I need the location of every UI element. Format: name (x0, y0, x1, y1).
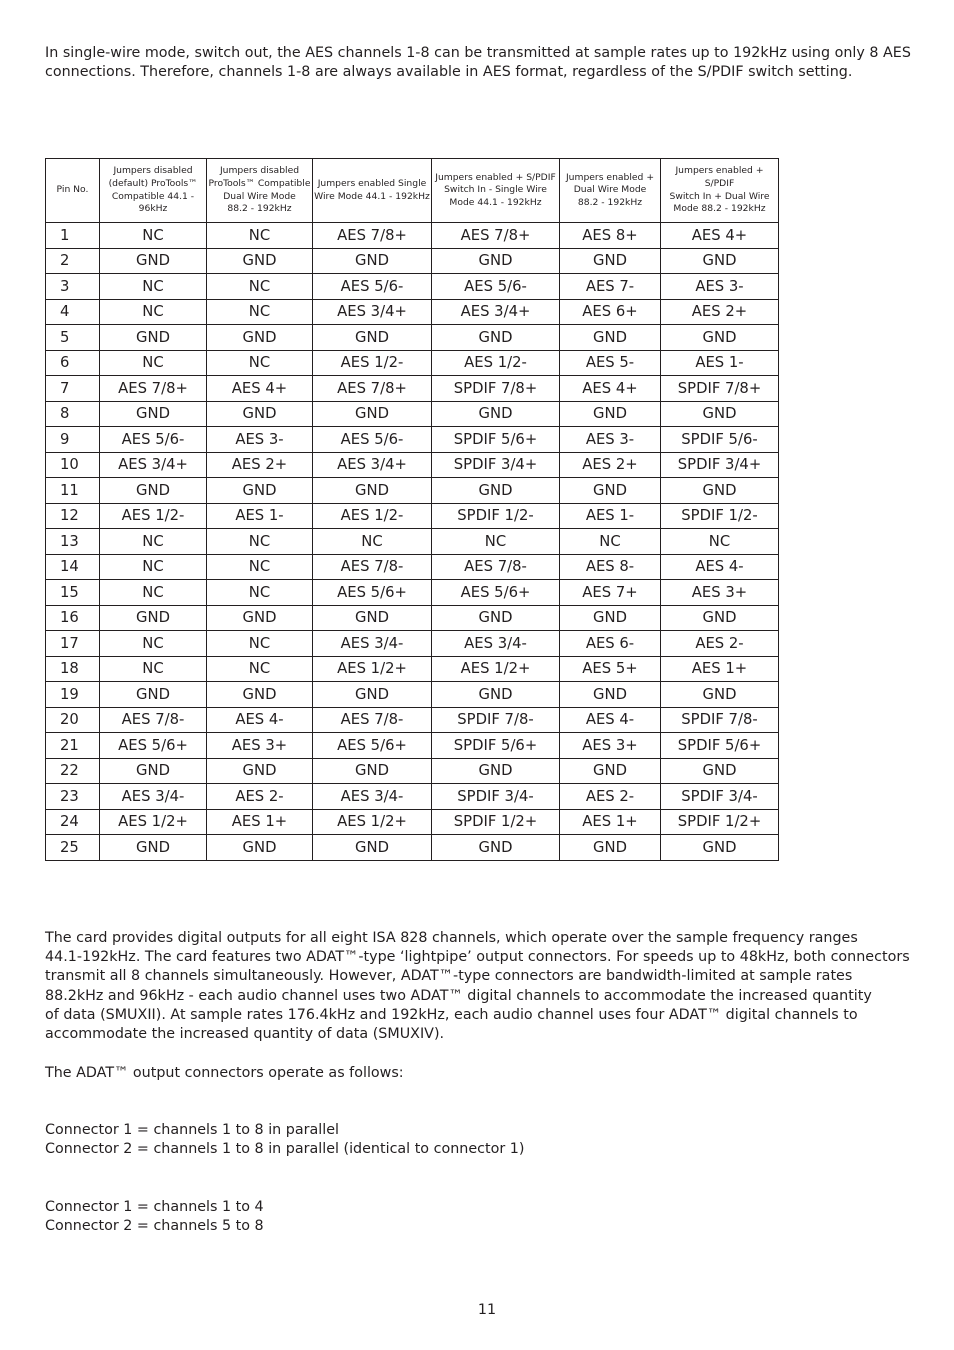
table-cell: NC (661, 529, 779, 555)
table-cell: AES 1+ (560, 809, 661, 835)
table-cell: GND (100, 478, 207, 504)
text-line: accommodate the increased quantity of data (SMUXIV). (45, 1026, 445, 1043)
table-cell: AES 1/2- (313, 350, 432, 376)
table-cell: AES 5/6- (100, 427, 207, 453)
table-cell: GND (432, 401, 560, 427)
table-cell: AES 1/2- (432, 350, 560, 376)
table-cell: NC (207, 656, 313, 682)
connector-line: Connector 2 = channels 5 to 8 (45, 1218, 264, 1235)
table-row (46, 401, 779, 427)
page-number: 11 (477, 1302, 497, 1318)
pin-number-cell: 12 (46, 503, 100, 529)
table-cell: AES 7/8- (313, 707, 432, 733)
table-cell: AES 1/2- (313, 503, 432, 529)
table-cell: GND (432, 835, 560, 861)
table-cell: AES 1- (661, 350, 779, 376)
pin-number-cell: 8 (46, 401, 100, 427)
table-cell: NC (100, 631, 207, 657)
table-cell: AES 1/2+ (313, 809, 432, 835)
table-cell: AES 8- (560, 554, 661, 580)
table-cell: NC (207, 350, 313, 376)
table-cell: AES 4+ (661, 223, 779, 249)
table-cell: SPDIF 1/2+ (661, 809, 779, 835)
table-cell: SPDIF 7/8- (432, 707, 560, 733)
pin-number-cell: 13 (46, 529, 100, 555)
table-cell: AES 7- (560, 274, 661, 300)
table-cell: NC (100, 223, 207, 249)
table-cell: AES 4- (661, 554, 779, 580)
table-cell: GND (100, 758, 207, 784)
table-cell: NC (207, 580, 313, 606)
pin-number-cell: 16 (46, 605, 100, 631)
table-cell: GND (432, 325, 560, 351)
pin-number-cell: 21 (46, 733, 100, 759)
table-row (46, 503, 779, 529)
table-cell: AES 5/6+ (313, 733, 432, 759)
table-cell: AES 3/4- (313, 784, 432, 810)
table-cell: GND (432, 682, 560, 708)
table-cell: GND (432, 248, 560, 274)
table-cell: NC (207, 631, 313, 657)
table-row (46, 274, 779, 300)
table-cell: NC (100, 274, 207, 300)
table-row (46, 835, 779, 861)
table-cell: NC (100, 529, 207, 555)
table-cell: AES 7/8+ (313, 223, 432, 249)
table-cell: GND (313, 835, 432, 861)
table-cell: AES 3/4+ (313, 452, 432, 478)
table-cell: AES 7/8+ (100, 376, 207, 402)
header-jumpers-disabled-default: Jumpers disabled (default) ProTools™ Compatible 44.1 - 96kHz (100, 159, 207, 223)
table-cell: SPDIF 3/4+ (661, 452, 779, 478)
table-cell: AES 1+ (207, 809, 313, 835)
table-cell: AES 2- (560, 784, 661, 810)
table-cell: NC (207, 554, 313, 580)
pin-number-cell: 1 (46, 223, 100, 249)
table-cell: AES 3/4+ (313, 299, 432, 325)
table-cell: GND (313, 325, 432, 351)
table-cell: GND (560, 758, 661, 784)
table-row (46, 299, 779, 325)
table-cell: GND (661, 325, 779, 351)
table-cell: GND (313, 605, 432, 631)
table-cell: GND (207, 682, 313, 708)
table-row (46, 427, 779, 453)
table-cell: NC (432, 529, 560, 555)
table-cell: AES 3- (661, 274, 779, 300)
table-cell: GND (432, 758, 560, 784)
table-cell: AES 3- (207, 427, 313, 453)
table-cell: GND (313, 248, 432, 274)
text-line: The card provides digital outputs for all eight ISA 828 channels, which operate over the sample frequency ranges (45, 930, 858, 946)
table-cell: GND (560, 682, 661, 708)
table-cell: AES 5/6+ (313, 580, 432, 606)
table-row (46, 554, 779, 580)
table-cell: GND (560, 835, 661, 861)
table-cell: NC (207, 223, 313, 249)
table-cell: SPDIF 5/6+ (432, 427, 560, 453)
table-cell: GND (100, 248, 207, 274)
table-cell: AES 3/4- (313, 631, 432, 657)
text-line: 88.2kHz and 96kHz - each audio channel uses two ADAT™ digital channels to accommodate the increased quantity (45, 987, 872, 1004)
pin-number-cell: 14 (46, 554, 100, 580)
table-cell: GND (432, 605, 560, 631)
header-jumpers-enabled-single-wire: Jumpers enabled Single Wire Mode 44.1 - 192kHz (313, 159, 432, 223)
table-cell: GND (207, 835, 313, 861)
table-cell: NC (100, 554, 207, 580)
pin-number-cell: 4 (46, 299, 100, 325)
table-cell: AES 3/4+ (432, 299, 560, 325)
table-cell: GND (100, 401, 207, 427)
table-cell: SPDIF 7/8- (661, 707, 779, 733)
table-cell: GND (661, 478, 779, 504)
pin-number-cell: 5 (46, 325, 100, 351)
table-cell: GND (313, 682, 432, 708)
table-cell: AES 2+ (207, 452, 313, 478)
table-cell: NC (100, 350, 207, 376)
table-cell: NC (207, 274, 313, 300)
table-cell: SPDIF 1/2- (432, 503, 560, 529)
table-row (46, 733, 779, 759)
table-cell: GND (661, 682, 779, 708)
pin-number-cell: 6 (46, 350, 100, 376)
table-row (46, 631, 779, 657)
pin-number-cell: 20 (46, 707, 100, 733)
table-cell: AES 2- (661, 631, 779, 657)
table-cell: AES 5- (560, 350, 661, 376)
table-cell: GND (100, 325, 207, 351)
table-cell: GND (207, 758, 313, 784)
table-cell: AES 5/6- (313, 427, 432, 453)
table-cell: SPDIF 7/8+ (661, 376, 779, 402)
table-cell: GND (100, 682, 207, 708)
header-pin-no: Pin No. (46, 159, 100, 223)
pin-number-cell: 11 (46, 478, 100, 504)
pin-number-cell: 10 (46, 452, 100, 478)
table-cell: SPDIF 3/4+ (432, 452, 560, 478)
table-cell: GND (100, 835, 207, 861)
text-line: In single-wire mode, switch out, the AES channels 1-8 can be transmitted at sample rates up to 192kHz using only 8 AES (45, 45, 911, 61)
pin-number-cell: 2 (46, 248, 100, 274)
table-row (46, 452, 779, 478)
table-cell: SPDIF 1/2+ (432, 809, 560, 835)
table-cell: AES 2- (207, 784, 313, 810)
table-cell: AES 5/6+ (100, 733, 207, 759)
table-cell: SPDIF 7/8+ (432, 376, 560, 402)
table-cell: AES 2+ (661, 299, 779, 325)
table-cell: NC (560, 529, 661, 555)
connector-list-group (45, 1121, 925, 1159)
table-cell: GND (207, 478, 313, 504)
table-cell: GND (100, 605, 207, 631)
pin-number-cell: 24 (46, 809, 100, 835)
table-cell: SPDIF 3/4- (661, 784, 779, 810)
pin-number-cell: 7 (46, 376, 100, 402)
table-row (46, 809, 779, 835)
table-cell: AES 1/2+ (432, 656, 560, 682)
table-cell: AES 7/8+ (432, 223, 560, 249)
table-cell: NC (100, 580, 207, 606)
table-cell: AES 3/4- (432, 631, 560, 657)
table-row (46, 529, 779, 555)
table-cell: AES 6+ (560, 299, 661, 325)
table-row (46, 758, 779, 784)
table-cell: NC (100, 656, 207, 682)
header-jumpers-enabled-spdif-single-wire: Jumpers enabled + S/PDIF Switch In - Single Wire Mode 44.1 - 192kHz (432, 159, 560, 223)
table-cell: AES 5/6+ (432, 580, 560, 606)
table-cell: AES 2+ (560, 452, 661, 478)
table-cell: GND (207, 605, 313, 631)
table-cell: AES 1- (207, 503, 313, 529)
table-cell: GND (313, 758, 432, 784)
table-row (46, 707, 779, 733)
table-header-row (46, 159, 779, 223)
table-cell: GND (661, 758, 779, 784)
table-cell: GND (560, 478, 661, 504)
header-jumpers-enabled-spdif-dual-wire: Jumpers enabled + S/PDIF Switch In + Dual Wire Mode 88.2 - 192kHz (661, 159, 779, 223)
pin-number-cell: 25 (46, 835, 100, 861)
table-cell: GND (432, 478, 560, 504)
table-cell: GND (313, 478, 432, 504)
table-cell: GND (560, 605, 661, 631)
pin-number-cell: 9 (46, 427, 100, 453)
table-cell: AES 7/8- (313, 554, 432, 580)
table-body (46, 223, 779, 861)
table-row (46, 580, 779, 606)
table-row (46, 682, 779, 708)
table-cell: SPDIF 1/2- (661, 503, 779, 529)
table-cell: AES 7+ (560, 580, 661, 606)
table-cell: SPDIF 5/6- (661, 427, 779, 453)
pin-number-cell: 22 (46, 758, 100, 784)
table-row (46, 223, 779, 249)
table-cell: AES 4- (560, 707, 661, 733)
table-cell: AES 3+ (207, 733, 313, 759)
table-cell: AES 1- (560, 503, 661, 529)
table-cell: GND (207, 325, 313, 351)
table-cell: AES 3/4+ (100, 452, 207, 478)
table-cell: AES 7/8- (100, 707, 207, 733)
intro-paragraph (45, 44, 925, 82)
table-row (46, 478, 779, 504)
table-cell: AES 5+ (560, 656, 661, 682)
header-jumpers-enabled-dual-wire: Jumpers enabled + Dual Wire Mode 88.2 - 192kHz (560, 159, 661, 223)
table-cell: GND (560, 325, 661, 351)
table-cell: GND (313, 401, 432, 427)
table-cell: AES 1/2- (100, 503, 207, 529)
table-cell: AES 5/6- (313, 274, 432, 300)
pin-number-cell: 18 (46, 656, 100, 682)
table-cell: AES 4- (207, 707, 313, 733)
connector-list-group (45, 1198, 925, 1236)
table-cell: NC (207, 529, 313, 555)
connector-line: Connector 1 = channels 1 to 4 (45, 1199, 264, 1215)
description-paragraph (45, 929, 925, 1044)
table-cell: GND (207, 401, 313, 427)
connector-line: Connector 1 = channels 1 to 8 in parallel (45, 1122, 339, 1138)
table-row (46, 784, 779, 810)
table-cell: AES 3- (560, 427, 661, 453)
pin-number-cell: 23 (46, 784, 100, 810)
table-cell: NC (207, 299, 313, 325)
table-cell: AES 7/8+ (313, 376, 432, 402)
header-jumpers-disabled-dual-wire: Jumpers disabled ProTools™ Compatible Dual Wire Mode 88.2 - 192kHz (207, 159, 313, 223)
table-cell: SPDIF 3/4- (432, 784, 560, 810)
table-cell: AES 8+ (560, 223, 661, 249)
table-cell: NC (100, 299, 207, 325)
connector-line: Connector 2 = channels 1 to 8 in parallel (identical to connector 1) (45, 1141, 525, 1158)
pin-number-cell: 3 (46, 274, 100, 300)
table-cell: AES 4+ (207, 376, 313, 402)
text-line: connections. Therefore, channels 1-8 are always available in AES format, regardless of the S/PDIF switch setting. (45, 64, 853, 81)
table-cell: AES 3+ (560, 733, 661, 759)
pinout-table (45, 158, 779, 861)
pin-number-cell: 17 (46, 631, 100, 657)
table-row (46, 376, 779, 402)
text-line: 44.1-192kHz. The card features two ADAT™-type ‘lightpipe’ output connectors. For speeds up to 48kHz, both connectors (45, 949, 910, 966)
table-cell: AES 7/8- (432, 554, 560, 580)
adat-intro-text: The ADAT™ output connectors operate as follows: (45, 1065, 404, 1081)
table-row (46, 325, 779, 351)
text-line: of data (SMUXII). At sample rates 176.4kHz and 192kHz, each audio channel uses four ADAT™ digital channels to (45, 1006, 858, 1023)
table-cell: GND (560, 401, 661, 427)
table-cell: AES 1+ (661, 656, 779, 682)
table-cell: AES 1/2+ (100, 809, 207, 835)
table-row (46, 350, 779, 376)
table-cell: SPDIF 5/6+ (661, 733, 779, 759)
table-cell: AES 6- (560, 631, 661, 657)
pin-number-cell: 19 (46, 682, 100, 708)
table-row (46, 248, 779, 274)
table-cell: AES 3+ (661, 580, 779, 606)
table-cell: AES 1/2+ (313, 656, 432, 682)
table-cell: GND (661, 605, 779, 631)
table-cell: AES 5/6- (432, 274, 560, 300)
table-cell: GND (661, 248, 779, 274)
table-cell: NC (313, 529, 432, 555)
table-cell: GND (207, 248, 313, 274)
table-cell: GND (560, 248, 661, 274)
table-row (46, 656, 779, 682)
text-line: transmit all 8 channels simultaneously. However, ADAT™-type connectors are bandwidth-limited at sample rates (45, 968, 853, 985)
table-cell: GND (661, 835, 779, 861)
table-cell: SPDIF 5/6+ (432, 733, 560, 759)
pin-number-cell: 15 (46, 580, 100, 606)
table-row (46, 605, 779, 631)
table-cell: GND (661, 401, 779, 427)
table-cell: AES 3/4- (100, 784, 207, 810)
table-cell: AES 4+ (560, 376, 661, 402)
